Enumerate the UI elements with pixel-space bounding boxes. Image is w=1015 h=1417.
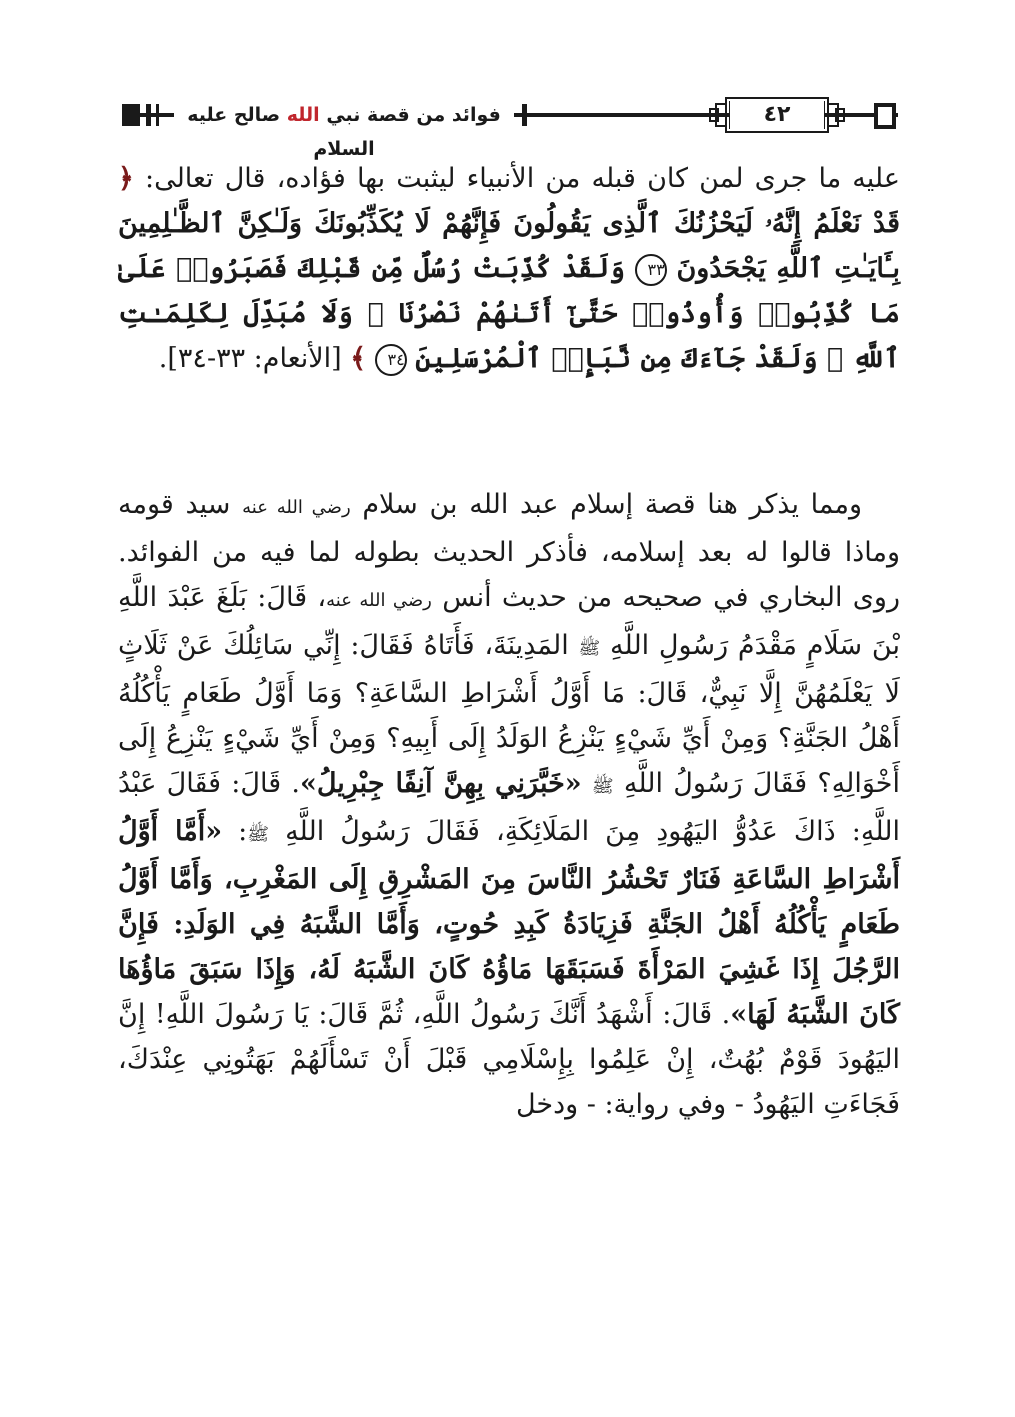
intro-text: عليه ما جرى لمن كان قبله من الأنبياء ليثبت بها فؤاده، قال تعالى: (144, 163, 900, 194)
running-title (174, 98, 514, 160)
quran-verse-2: وَلَقَدْ كُذِّبَتْ رُسُلٌ مِّن قَبْلِكَ فَصَبَرُوا۟ عَلَىٰ مَا كُذِّبُوا۟ وَأُوذُوا۟ حَتَّىٰٓ أَتَىٰهُمْ نَصْرُنَا ۚ وَلَا مُبَدِّلَ لِكَلِمَـٰتِ ٱللَّهِ ۚ وَلَقَدْ جَآءَكَ مِن نَّبَإِى۟ ٱلْمُرْسَلِينَ (118, 253, 900, 374)
body-text-3: ، قَالَ: بَلَغَ عَبْدَ اللَّهِ بْنَ سَلَامٍ مَقْدَمُ رَسُولِ اللَّهِ (118, 582, 900, 661)
ayah-number-33: ٣٣ (635, 254, 667, 286)
body-text-6: . قَالَ: أَشْهَدُ أَنَّكَ رَسُولُ اللَّهِ، ثُمَّ قَالَ: يَا رَسُولَ اللَّهِ! إِنَّ اليَهُودَ قَوْمٌ بُهُتٌ، إِنْ عَلِمُوا بِإِسْلَامِي قَبْلَ أَنْ تَسْأَلَهُمْ بَهَتُونِي عِنْدَكَ، فَجَاءَتِ اليَهُودُ - وفي رواية: - ودخل (118, 999, 900, 1120)
honorific-ra-2: رضي الله عنه (326, 590, 432, 611)
header-right-square (874, 103, 896, 129)
header-mid-bar (522, 104, 527, 126)
header-left-bar-thin (156, 104, 159, 126)
honorific-saw-2: ﷺ (591, 776, 614, 797)
quran-reference: [الأنعام: ٣٣-٣٤]. (158, 343, 342, 374)
body-text-5: . قَالَ: فَقَالَ عَبْدُ اللَّهِ: ذَاكَ عَدُوُّ اليَهُودِ مِنَ المَلَائِكَةِ، فَقَالَ رَسُولُ اللَّهِ (118, 768, 900, 847)
hadith-quote-1: «خَبَّرَنِي بِهِنَّ آنِفًا جِبْرِيلُ» (299, 768, 582, 799)
honorific-saw-3: ﷺ (247, 824, 270, 845)
running-title-allah: الله (286, 104, 320, 126)
page-number: ٤٢ (730, 99, 824, 131)
intro-paragraph (118, 156, 900, 381)
hadith-quote-2: «أَمَّا أَوَّلُ أَشْرَاطِ السَّاعَةِ فَنَارٌ تَحْشُرُ النَّاسَ مِنَ المَشْرِقِ إِلَى المَغْرِبِ، وَأَمَّا أَوَّلُ طَعَامٍ يَأْكُلُهُ أَهْلُ الجَنَّةِ فَزِيَادَةُ كَبِدِ حُوتٍ، وَأَمَّا الشَّبَهُ فِي الوَلَدِ: فَإِنَّ الرَّجُلَ إِذَا غَشِيَ المَرْأَةَ فَسَبَقَهَا مَاؤُهُ كَانَ الشَّبَهُ لَهُ، وَإِذَا سَبَقَ مَاؤُهَا كَانَ الشَّبَهُ لَهَا» (118, 816, 901, 1030)
quran-open-bracket: ﴿ (118, 163, 134, 194)
hadith-paragraph: ومما يذكر هنا قصة إسلام عبد الله بن سلام رضي الله عنه سيد قومه وماذا قالوا له بعد إسلامه، فأذكر الحديث بطوله لما فيه من الفوائد. روى البخاري في صحيحه من حديث أنس رضي الله عنه، قَالَ: بَلَغَ عَبْدَ اللَّهِ بْنَ سَلَامٍ مَقْدَمُ رَسُولِ اللَّهِ ﷺ المَدِينَةَ، فَأَتَاهُ فَقَالَ: إِنِّي سَائِلُكَ عَنْ ثَلَاثٍ لَا يَعْلَمُهُنَّ إِلَّا نَبِيٌّ، قَالَ: مَا أَوَّلُ أَشْرَاطِ السَّاعَةِ؟ وَمَا أَوَّلُ طَعَامٍ يَأْكُلُهُ أَهْلُ الجَنَّةِ؟ وَمِنْ أَيِّ شَيْءٍ يَنْزِعُ الوَلَدُ إِلَى أَبِيهِ؟ وَمِنْ أَيِّ شَيْءٍ يَنْزِعُ إِلَى أَخْوَالِهِ؟ فَقَالَ رَسُولُ اللَّهِ ﷺ «خَبَّرَنِي بِهِنَّ آنِفًا جِبْرِيلُ». قَالَ: فَقَالَ عَبْدُ اللَّهِ: ذَاكَ عَدُوُّ اليَهُودِ مِنَ المَلَائِكَةِ، فَقَالَ رَسُولُ اللَّهِ ﷺ: «أَمَّا أَوَّلُ أَشْرَاطِ السَّاعَةِ فَنَارٌ تَحْشُرُ النَّاسَ مِنَ المَشْرِقِ إِلَى المَغْرِبِ، وَأَمَّا أَوَّلُ طَعَامٍ يَأْكُلُهُ أَهْلُ الجَنَّةِ فَزِيَادَةُ كَبِدِ حُوتٍ، وَأَمَّا الشَّبَهُ فِي الوَلَدِ: فَإِنَّ الرَّجُلَ إِذَا غَشِيَ المَرْأَةَ فَسَبَقَهَا مَاؤُهُ كَانَ الشَّبَهُ لَهُ، وَإِذَا سَبَقَ مَاؤُهَا كَانَ الشَّبَهُ لَهَا». قَالَ: أَشْهَدُ أَنَّكَ رَسُولُ اللَّهِ، ثُمَّ قَالَ: يَا رَسُولَ اللَّهِ! إِنَّ اليَهُودَ قَوْمٌ بُهُتٌ، إِنْ عَلِمُوا بِإِسْلَامِي قَبْلَ أَنْ تَسْأَلَهُمْ بَهَتُونِي عِنْدَكَ، فَجَاءَتِ اليَهُودُ - وفي رواية: - ودخل (118, 489, 901, 1120)
header-left-bar (146, 104, 151, 126)
body-text-4: المَدِينَةَ، فَأَتَاهُ فَقَالَ: إِنِّي سَائِلُكَ عَنْ ثَلَاثٍ لَا يَعْلَمُهُنَّ إِلَّا نَبِيٌّ، قَالَ: مَا أَوَّلُ أَشْرَاطِ السَّاعَةِ؟ وَمَا أَوَّلُ طَعَامٍ يَأْكُلُهُ أَهْلُ الجَنَّةِ؟ وَمِنْ أَيِّ شَيْءٍ يَنْزِعُ الوَلَدُ إِلَى أَبِيهِ؟ وَمِنْ أَيِّ شَيْءٍ يَنْزِعُ إِلَى أَخْوَالِهِ؟ فَقَالَ رَسُولُ اللَّهِ (118, 630, 900, 799)
header-left-square (122, 104, 140, 126)
honorific-ra-1: رضي الله عنه (242, 497, 351, 518)
ayah-number-34: ٣٤ (375, 344, 407, 376)
quran-close-bracket: ﴾ (350, 343, 367, 374)
running-header (122, 94, 898, 160)
body-text-1: ومما يذكر هنا قصة إسلام عبد الله بن سلام (362, 489, 862, 520)
quran-verse-1: قَدْ نَعْلَمُ إِنَّهُۥ لَيَحْزُنُكَ ٱلَّذِى يَقُولُونَ فَإِنَّهُمْ لَا يُكَذِّبُونَكَ وَلَـٰكِنَّ ٱلظَّـٰلِمِينَ بِـَٔايَـٰتِ ٱللَّهِ يَجْحَدُونَ (118, 208, 900, 284)
running-title-after: صالح عليه السلام (187, 104, 375, 160)
body-text-2: سيد قومه وماذا قالوا له بعد إسلامه، فأذكر الحديث بطوله لما فيه من الفوائد. روى البخاري في صحيحه من حديث أنس (118, 489, 900, 613)
running-title-before: فوائد من قصة نبي (326, 104, 501, 126)
honorific-saw-1: ﷺ (578, 638, 601, 659)
